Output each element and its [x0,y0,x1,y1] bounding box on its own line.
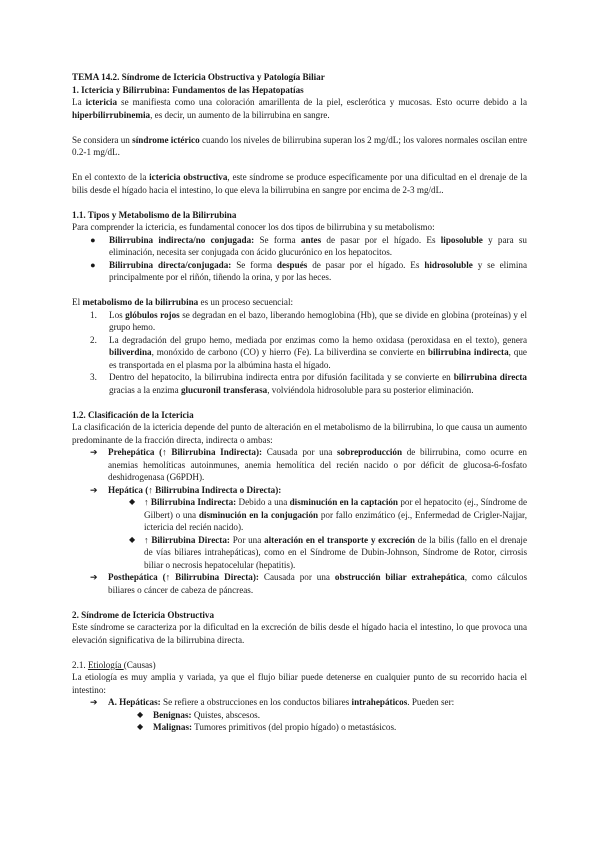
arrow-icon: ➔ [90,484,98,495]
section-1-1-intro: Para comprender la ictericia, es fundamental conocer los dos tipos de bilirrubina y su metabolismo: [72,222,435,232]
section-2-1-heading: 2.1. Etiología (Causas) [72,659,156,670]
list-item: 1. Los glóbulos rojos se degradan en el bazo, liberando hemoglobina (Hb), que se divide en globina (proteínas) y el grupo hemo. [90,309,527,332]
bilirubin-types-list [72,234,527,284]
arrow-icon: ➔ [90,697,98,707]
section-1-2-heading: 1.2. Clasificación de la Ictericia [72,409,194,420]
arrow-icon: ➔ [90,447,98,457]
section-1-2-intro: La clasificación de la ictericia depende del punto de alteración en el metabolismo de la bilirrubina, lo que causa un aumento predominante de la fracción directa, indirecta o ambas: [72,422,527,445]
metabolism-intro: El metabolismo de la bilirrubina es un proceso secuencial: [72,297,294,307]
list-item: ➔ Posthepática (↑ Bilirrubina Directa): Causada por una obstrucción biliar extrahepática, como cálculos biliares o cáncer de cabeza de páncreas. [90,572,527,595]
bullet-icon: ● [90,234,96,245]
list-item: ◆ ↑ Bilirrubina Directa: Por una alteración en el transporte y excreción de la bilis (fallo en el drenaje de vías biliares intrahepáticas), como en el Síndrome de Dubin-Johnson, Síndrome de Rotor, cirrosis biliar o necrosis hepatocelular (hepatitis). [129,534,527,570]
list-item: ➔ Hepática (↑ Bilirrubina Indirecta o Directa): [90,484,282,495]
section-1-heading: 1. Ictericia y Bilirrubina: Fundamentos de las Hepatopatías [72,84,304,95]
paragraph-ictericia-obstructiva: En el contexto de la ictericia obstructiva, este síndrome se produce específicamente por una dificultad en el drenaje de la bilis desde el hígado hacia el intestino, lo que eleva la bilirrubina en sangre por encima de 2-3 mg/dL. [72,172,528,195]
list-item: ◆ ↑ Bilirrubina Indirecta: Debido a una disminución en la captación por el hepatocito (ej., Síndrome de Gilbert) o una disminución en la conjugación por fallo enzimático (ej., Enfermedad de Crigler-Najjar, ictericia del recién nacido). [129,497,528,532]
section-2-paragraph: Este síndrome se caracteriza por la dificultad en la excreción de bilis desde el hígado hacia el intestino, lo que provoca una elevación significativa de la bilirrubina directa. [72,622,527,645]
paragraph-ictericia: La ictericia se manifiesta como una coloración amarillenta de la piel, esclerótica y mucosas. Esto ocurre debido a la hiperbilirrubinemia, es decir, un aumento de la bilirrubina en sangre. [72,97,527,120]
section-1-1-heading: 1.1. Tipos y Metabolismo de la Bilirrubina [72,209,237,220]
section-2-heading: 2. Síndrome de Ictericia Obstructiva [72,609,215,620]
paragraph-sindrome-icterico: Se considera un síndrome ictérico cuando los niveles de bilirrubina superan los 2 mg/dL; los valores normales oscilan entre 0.2-1 mg/dL. [72,134,528,157]
list-item: ➔ A. Hepáticas: Se refiere a obstrucciones en los conductos biliares intrahepáticos. Pueden ser: [90,697,455,707]
arrow-icon: ➔ [90,572,98,582]
bullet-icon: ● [90,259,96,270]
list-item: ◆ Malignas: Tumores primitivos (del propio hígado) o metastásicos. [137,722,397,732]
list-item: ● Bilirrubina directa/conjugada: Se forma después de pasar por el hígado. Es hidrosoluble y se elimina principalmente por el riñón, tiñendo la orina, y por las heces. [90,259,528,282]
section-2-1-paragraph: La etiología es muy amplia y variada, ya que el flujo biliar puede detenerse en cualquier punto de su recorrido hacia el intestino: [72,672,527,695]
list-item: 3. Dentro del hepatocito, la bilirrubina indirecta entra por difusión facilitada y se convierte en bilirrubina directa gracias a la enzima glucuronil transferasa, volviéndola hidrosoluble para su posterior eliminación. [90,372,527,395]
diamond-icon: ◆ [129,497,136,506]
list-item: ➔ Prehepática (↑ Bilirrubina Indirecta): Causada por una sobreproducción de bilirrubina, como ocurre en anemias hemolíticas autoinmunes, anemia hemolítica del recién nacido o por déficit de glucosa-6-fosfato deshidrogenasa (G6PDH). [90,447,527,482]
list-item: 2. La degradación del grupo hemo, mediada por enzimas como la hemo oxidasa (peroxidasa en el texto), genera biliverdina, monóxido de carbono (CO) y hierro (Fe). La biliverdina se convierte en bilirrubina indirecta, que es transportada en el plasma por la albúmina hasta el hígado. [90,334,527,370]
diamond-icon: ◆ [137,722,144,731]
doc-title: TEMA 14.2. Síndrome de Ictericia Obstructiva y Patología Biliar [72,72,325,82]
list-item: ◆ Benignas: Quistes, abscesos. [137,709,260,720]
list-item: ● Bilirrubina indirecta/no conjugada: Se forma antes de pasar por el hígado. Es liposoluble y para su eliminación, necesita ser conjugada con ácido glucurónico en los hepatocitos. [90,234,527,257]
diamond-icon: ◆ [129,534,136,544]
document-page [72,71,527,734]
diamond-icon: ◆ [137,709,144,719]
metabolism-steps-list [72,309,527,397]
